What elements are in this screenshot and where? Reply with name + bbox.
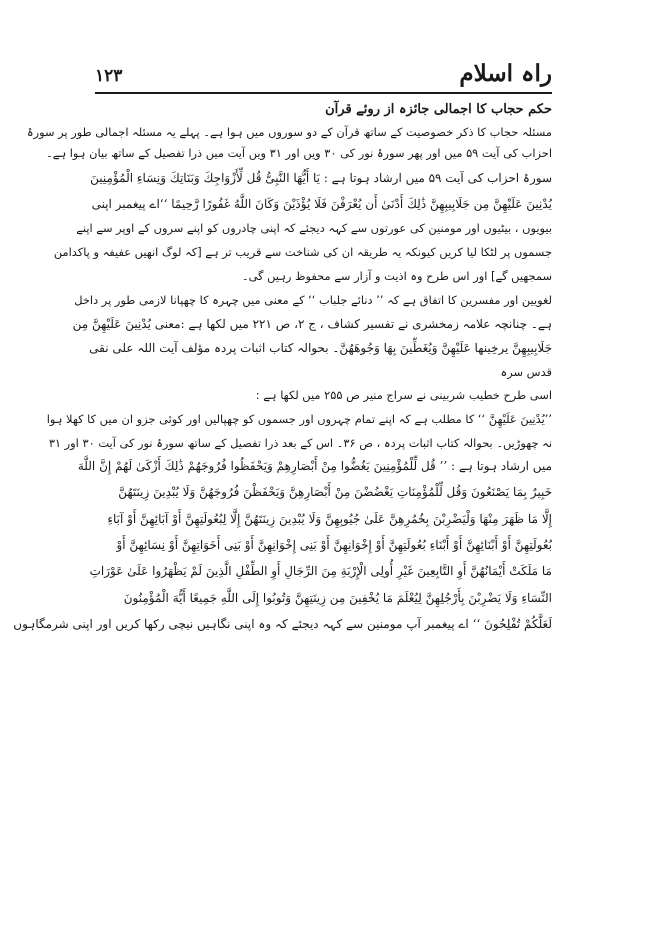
section-heading: حکم حجاب کا اجمالی جائزہ از روئے قرآن — [325, 102, 552, 117]
text-line: إِلَّا مَا ظَهَرَ مِنْهَا وَلْیَضْرِبْنَ بِخُمُرِهِنَّ عَلَىٰ جُیُوبِهِنَّ وَلَا یُبْدِینَ زِینَتَهُنَّ إِلَّا لِبُعُولَتِهِنَّ أَوْ آبَائِهِنَّ أَوْ آبَاءِ — [107, 512, 552, 526]
text-line: ’’یُدْنِینَ عَلَیْهِنَّ ‘‘ کا مطلب ہے کہ اپنے تمام چہروں اور جسموں کو چھپالیں اور کوئی جزو ان میں کا کھلا ہوا — [46, 412, 552, 426]
page-number: ۱۲۳ — [95, 66, 123, 86]
text-line: میں ارشاد ہوتا ہے : ’’ قُل لِّلْمُؤْمِنِینَ یَغُضُّوا مِنْ أَبْصَارِهِمْ وَیَحْفَظُوا فُرُوجَهُمْ ذَٰلِكَ أَزْكَىٰ لَهُمْ إِنَّ اللَّهَ — [77, 459, 552, 473]
text-line: مَا مَلَكَتْ أَیْمَانُهُنَّ أَوِ التَّابِعِینَ غَیْرِ أُولِی الْإِرْبَةِ مِنَ الرِّجَالِ أَوِ الطِّفْلِ الَّذِینَ لَمْ یَظْهَرُوا عَلَىٰ عَوْرَاتِ — [89, 564, 552, 578]
text-line: بُعُولَتِهِنَّ أَوْ أَبْنَائِهِنَّ أَوْ أَبْنَاءِ بُعُولَتِهِنَّ أَوْ إِخْوَانِهِنَّ أَوْ بَنِی إِخْوَانِهِنَّ أَوْ بَنِی أَخَوَاتِهِنَّ أَوْ نِسَائِهِنَّ أَوْ — [116, 538, 552, 552]
running-title: راہ اسلام — [459, 60, 552, 87]
text-line: مسئلہ حجاب کا ذکر خصوصیت کے ساتھ قرآن کے دو سوروں میں ہوا ہے۔ پہلے یہ مسئلہ اجمالی طور پر سورۂ — [26, 125, 552, 139]
text-line: احزاب کی آیت ۵۹ میں اور پھر سورۂ نور کی ۳۰ ویں اور ۳۱ ویں آیت میں ذرا تفصیل کے ساتھ بیان ہوا ہے۔ — [46, 146, 552, 160]
text-line: قدس سرہ — [500, 365, 552, 379]
text-line: اسی طرح خطیب شربینی نے سراج منیر ص ۲۵۵ میں لکھا ہے : — [255, 388, 552, 402]
text-line: جسموں پر لٹکا لیا کریں کیونکہ یہ طریقہ ان کی شناخت سے قریب تر ہے [کہ لوگ انھیں عفیفہ و پاکدامن — [53, 245, 552, 259]
page-body — [13, 100, 552, 900]
text-line: خَبِیرٌ بِمَا یَصْنَعُونَ وَقُل لِّلْمُؤْمِنَاتِ یَغْضُضْنَ مِنْ أَبْصَارِهِنَّ وَیَحْفَظْنَ فُرُوجَهُنَّ وَلَا یُبْدِینَ زِینَتَهُنَّ — [118, 485, 552, 499]
text-line: ہے۔ چنانچہ علامہ زمخشری نے تفسیر کشاف ، ج ۲، ص ۲۲۱ میں لکھا ہے :معنی یُدْنِینَ عَلَیْهِنَّ مِن — [72, 317, 552, 331]
page-header — [95, 58, 552, 94]
text-line: سمجھیں گے] اور اس طرح وہ اذیت و آزار سے محفوظ رہیں گی۔ — [241, 269, 552, 283]
text-line: نہ چھوڑیں۔ بحوالہ کتاب اثبات پردہ ، ص ۳۶۔ اس کے بعد ذرا تفصیل کے ساتھ سورۂ نور کی آیت ۳۰ اور ۳۱ — [48, 436, 552, 450]
text-line: سورۂ احزاب کی آیت ۵۹ میں ارشاد ہوتا ہے : یَا أَیُّهَا النَّبِیُّ قُل لِّأَزْوَاجِكَ وَبَنَاتِكَ وَنِسَاءِ الْمُؤْمِنِینَ — [90, 171, 552, 185]
text-line: جَلَابِیبِهِنَّ یرخِینها عَلَیْهِنَّ وَیُغَطِّینَ بِهَا وَجُوهَهُنَّ۔ بحوالہ کتاب اثبات پردہ مؤلف آیت اللہ علی نقی — [89, 341, 552, 355]
text-line: لغویین اور مفسرین کا اتفاق ہے کہ ’’ دنائے جلباب ‘‘ کے معنی میں چہرہ کا چھپانا لازمی طور پر داخل — [74, 293, 552, 307]
text-line: بیویوں ، بیٹیوں اور مومنین کی عورتوں سے کہہ دیجئے کہ اپنی چادروں کو اپنے سروں کے اوپر سے اپنے — [76, 221, 552, 235]
text-line: النِّسَاءِ وَلَا یَضْرِبْنَ بِأَرْجُلِهِنَّ لِیُعْلَمَ مَا یُخْفِینَ مِن زِینَتِهِنَّ وَتُوبُوا إِلَى اللَّهِ جَمِیعًا أَیُّهَ الْمُؤْمِنُونَ — [123, 591, 552, 605]
text-line: لَعَلَّكُمْ تُفْلِحُونَ ‘‘ اے پیغمبر آپ مومنین سے کہہ دیجئے کہ وہ اپنی نگاہیں نیچی رکھا کریں اور اپنی شرمگاہوں — [13, 617, 552, 631]
text-line: یُدْنِینَ عَلَیْهِنَّ مِن جَلَابِیبِهِنَّ ذَٰلِكَ أَدْنَىٰ أَن یُعْرَفْنَ فَلَا یُؤْذَیْنَ وَكَانَ اللَّهُ غَفُورًا رَّحِیمًا ‘‘اے پیغمبر اپنی — [91, 197, 552, 211]
